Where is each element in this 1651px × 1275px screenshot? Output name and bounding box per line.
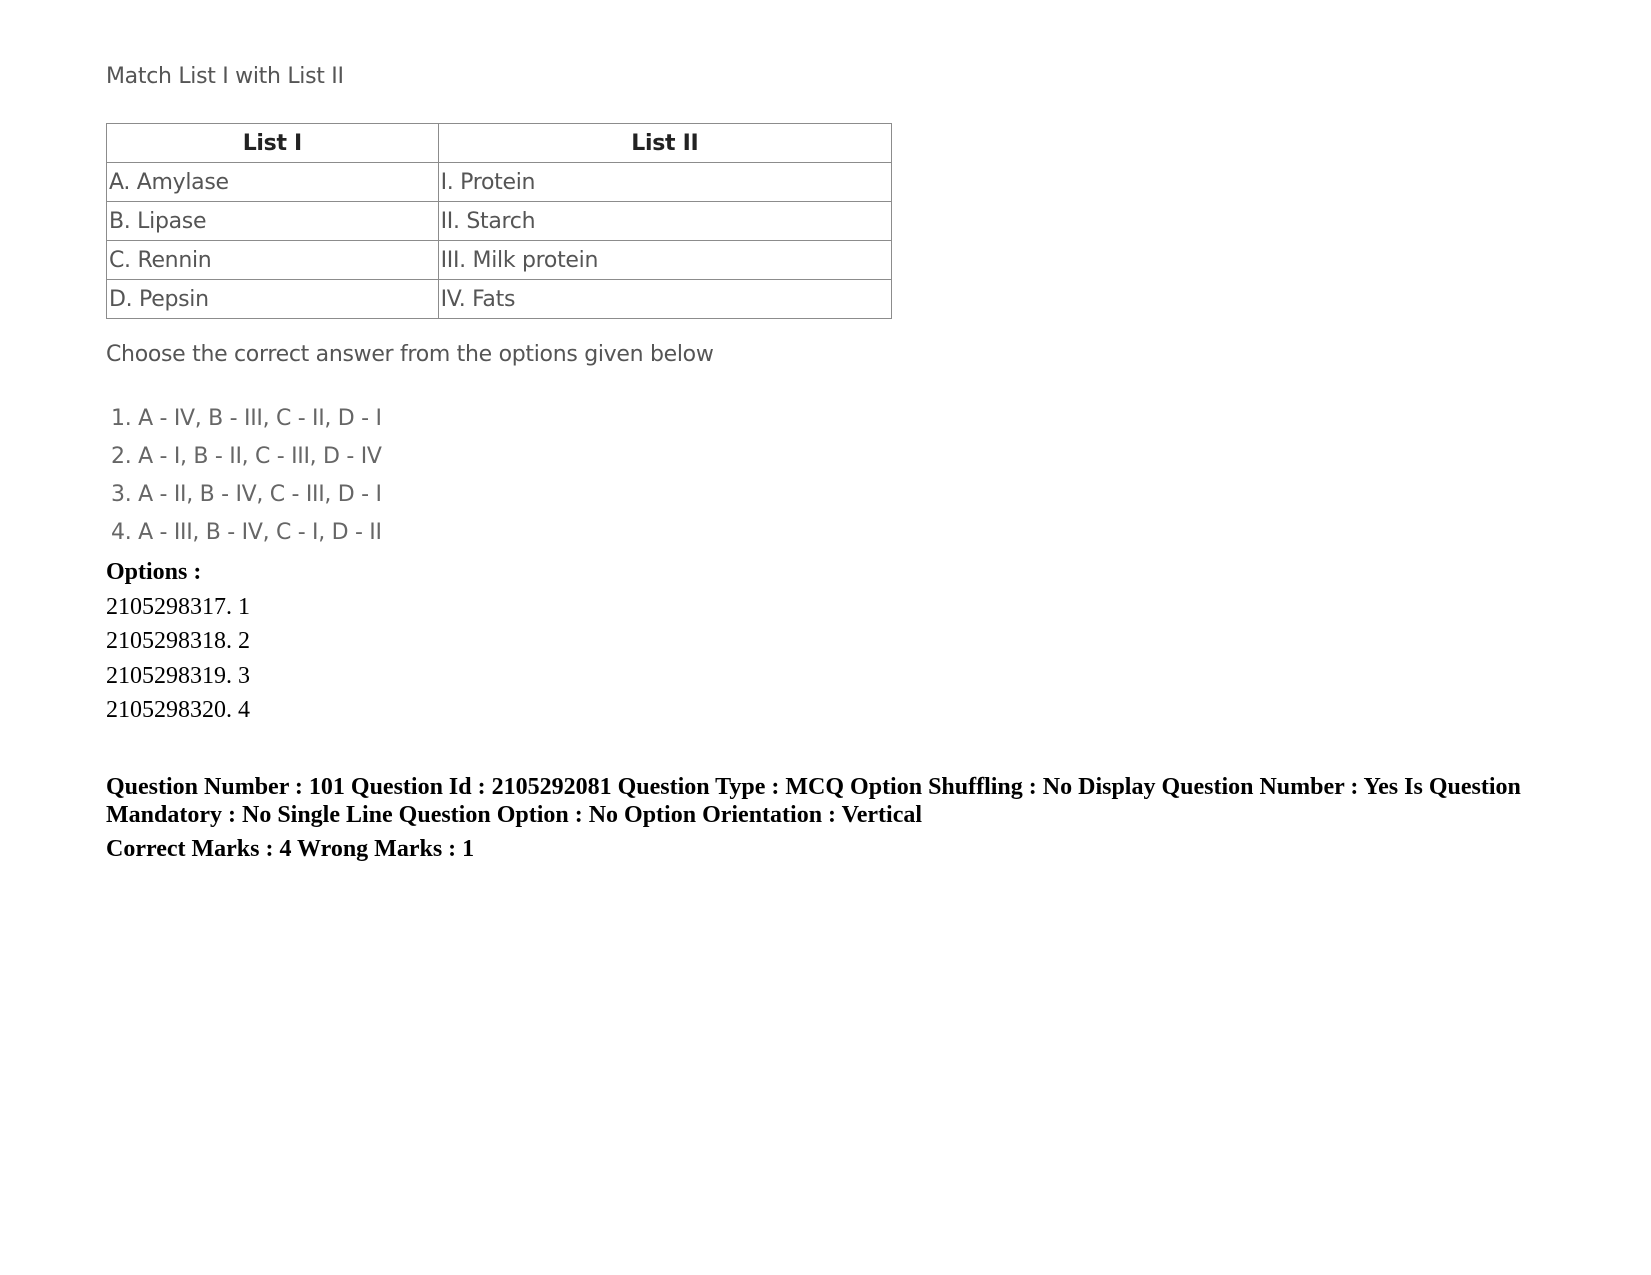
table-row <box>107 163 892 202</box>
option-item: 2105298320. 4 <box>106 697 250 723</box>
match-table <box>106 123 892 319</box>
question-instruction: Choose the correct answer from the options given below <box>106 342 714 367</box>
option-item: 2105298319. 3 <box>106 662 250 689</box>
answer-choice: 1. A - IV, B - III, C - II, D - I <box>111 406 382 431</box>
list-i-cell: D. Pepsin <box>107 280 439 319</box>
list-ii-cell: II. Starch <box>438 202 891 241</box>
answer-choice: 2. A - I, B - II, C - III, D - IV <box>111 444 382 469</box>
options-block <box>106 555 250 728</box>
table-row <box>107 241 892 280</box>
table-row <box>107 280 892 319</box>
list-i-cell: A. Amylase <box>107 163 439 202</box>
list-ii-cell: IV. Fats <box>438 280 891 319</box>
answer-choice: 4. A - III, B - IV, C - I, D - II <box>111 520 382 545</box>
table-header-row <box>107 124 892 163</box>
list-ii-header: List II <box>438 124 891 163</box>
answer-choice: 3. A - II, B - IV, C - III, D - I <box>111 482 382 507</box>
option-item: 2105298318. 2 <box>106 628 250 654</box>
list-i-cell: B. Lipase <box>107 202 439 241</box>
answer-choices-list <box>111 404 382 556</box>
question-intro: Match List I with List II <box>106 64 344 89</box>
question-marks: Correct Marks : 4 Wrong Marks : 1 <box>106 836 475 862</box>
list-ii-cell: III. Milk protein <box>438 241 891 280</box>
list-i-cell: C. Rennin <box>107 241 439 280</box>
table-row <box>107 202 892 241</box>
list-i-header: List I <box>107 124 439 163</box>
question-meta: Question Number : 101 Question Id : 2105292081 Question Type : MCQ Option Shuffling : No Display Question Number : Yes Is Question Mandatory : No Single Line Question Option : No Option Orientation : Vertical <box>106 774 1521 828</box>
option-item: 2105298317. 1 <box>106 593 250 620</box>
options-title: Options : <box>106 559 202 585</box>
list-ii-cell: I. Protein <box>438 163 891 202</box>
